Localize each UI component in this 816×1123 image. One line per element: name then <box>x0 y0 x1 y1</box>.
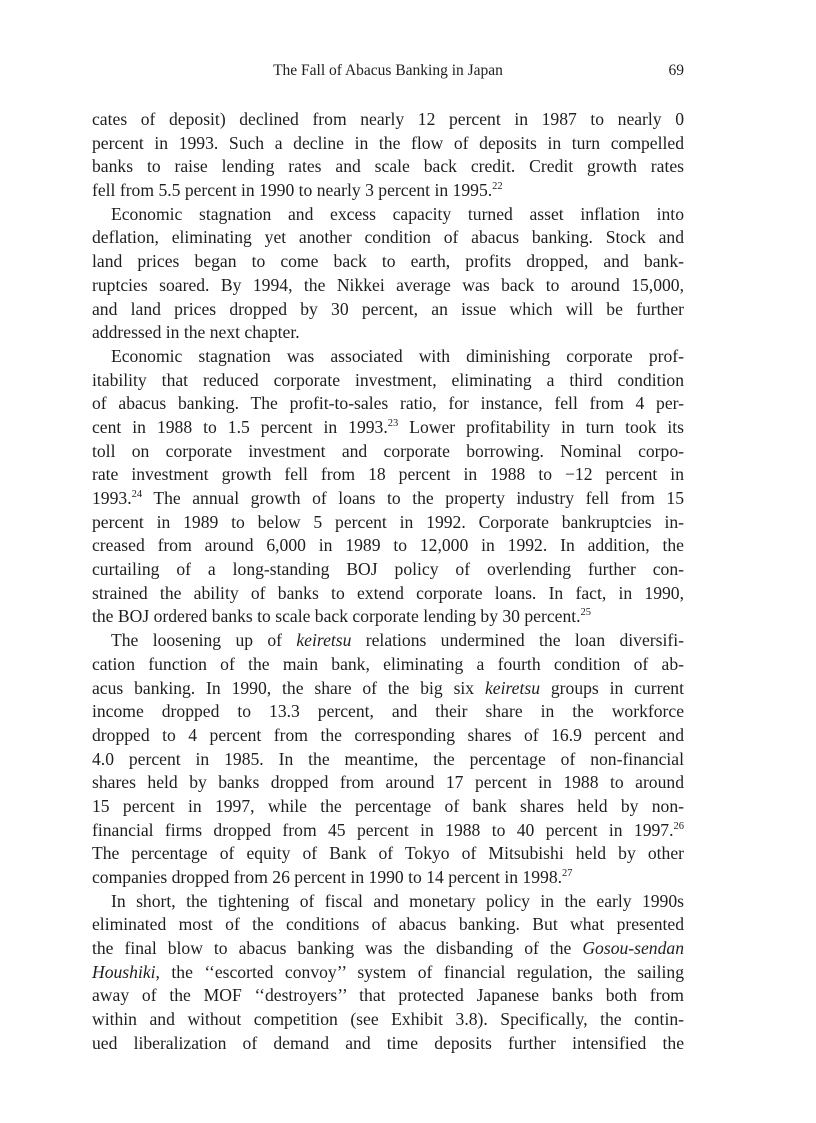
text-segment: the BOJ ordered banks to scale back corporate lending by 30 percent. <box>92 606 581 627</box>
text-line <box>92 1008 684 1032</box>
text-segment: creased from around 6,000 in 1989 to 12,000 in 1992. In addition, the <box>92 535 684 556</box>
text-line <box>92 913 684 937</box>
text-segment: ued liberalization of demand and time deposits further intensified the <box>92 1032 684 1053</box>
text-segment: the final blow to abacus banking was the disbanding of the <box>92 938 583 959</box>
text-line <box>92 511 684 535</box>
text-line <box>92 984 684 1008</box>
text-line <box>92 369 684 393</box>
text-line <box>92 842 684 866</box>
running-header <box>92 62 684 86</box>
italic-term: keiretsu <box>296 630 352 651</box>
text-line <box>92 582 684 606</box>
text-segment: , the ‘‘escorted convoy’’ system of financial regulation, the sailing <box>155 961 684 982</box>
text-line <box>92 890 684 914</box>
text-line <box>92 440 684 464</box>
text-line <box>92 653 684 677</box>
italic-term: keiretsu <box>484 677 541 698</box>
text-line <box>92 250 684 274</box>
text-segment: ruptcies soared. By 1994, the Nikkei average was back to around 15,000, <box>92 274 684 295</box>
text-segment: Economic stagnation and excess capacity turned asset inflation into <box>111 203 684 224</box>
text-segment: shares held by banks dropped from around 17 percent in 1988 to around <box>92 772 684 793</box>
text-line <box>92 629 684 653</box>
text-segment: In short, the tightening of fiscal and monetary policy in the early 1990s <box>111 890 684 911</box>
text-segment: Economic stagnation was associated with diminishing corporate prof- <box>111 345 684 366</box>
text-segment: eliminated most of the conditions of abacus banking. But what presented <box>92 914 684 935</box>
text-line <box>92 748 684 772</box>
paragraph <box>92 629 684 890</box>
text-line <box>92 961 684 985</box>
paragraph <box>92 203 684 345</box>
text-segment: banks to raise lending rates and scale back credit. Credit growth rates <box>92 156 684 177</box>
page-number: 69 <box>668 62 684 79</box>
paragraph <box>92 108 684 203</box>
text-segment: percent in 1993. Such a decline in the flow of deposits in turn compelled <box>92 132 684 153</box>
text-line <box>92 321 684 345</box>
footnote-marker: 27 <box>562 868 573 879</box>
text-segment: 15 percent in 1997, while the percentage of bank shares held by non- <box>92 795 684 816</box>
italic-term: Gosou-sendan <box>582 938 684 959</box>
text-segment: cates of deposit) declined from nearly 12 percent in 1987 to nearly 0 <box>92 109 684 129</box>
text-segment: relations undermined the loan diversifi- <box>351 630 684 651</box>
text-segment: The percentage of equity of Bank of Tokyo of Mitsubishi held by other <box>92 843 684 864</box>
text-line <box>92 724 684 748</box>
text-segment: strained the ability of banks to extend corporate loans. In fact, in 1990, <box>92 582 684 603</box>
text-segment: companies dropped from 26 percent in 1990 to 14 percent in 1998. <box>92 867 563 887</box>
text-segment: cent in 1988 to 1.5 percent in 1993. <box>92 416 388 437</box>
text-line <box>92 298 684 322</box>
text-line <box>92 155 684 179</box>
text-line <box>92 487 684 511</box>
footnote-marker: 24 <box>131 489 143 500</box>
footnote-marker: 23 <box>387 417 399 429</box>
text-segment: of abacus banking. The profit-to-sales ratio, for instance, fell from 4 per- <box>92 393 684 414</box>
footnote-marker: 22 <box>492 181 503 193</box>
text-segment: and land prices dropped by 30 percent, an issue which will be further <box>92 298 684 319</box>
text-segment: curtailing of a long-standing BOJ policy of overlending further con- <box>92 559 684 580</box>
text-segment: The loosening up of <box>111 630 297 651</box>
text-line <box>92 392 684 416</box>
text-line <box>92 795 684 819</box>
text-segment: within and without competition (see Exhibit 3.8). Specifically, the contin- <box>92 1009 684 1030</box>
text-segment: land prices began to come back to earth, profits dropped, and bank- <box>92 251 684 272</box>
text-segment: addressed in the next chapter. <box>92 322 300 343</box>
text-segment: Lower profitability in turn took its <box>398 416 685 437</box>
text-line <box>92 677 684 701</box>
text-line <box>92 771 684 795</box>
text-segment: The annual growth of loans to the property industry fell from 15 <box>142 488 684 508</box>
text-segment: acus banking. In 1990, the share of the big six <box>92 677 485 698</box>
text-line <box>92 345 684 369</box>
running-title: The Fall of Abacus Banking in Japan <box>273 62 503 79</box>
text-line <box>92 700 684 724</box>
text-line <box>92 1032 684 1056</box>
text-line <box>92 226 684 250</box>
text-line <box>92 108 684 132</box>
text-segment: rate investment growth fell from 18 percent in 1988 to −12 percent in <box>92 464 684 485</box>
text-line <box>92 819 684 843</box>
text-line <box>92 534 684 558</box>
text-segment: financial firms dropped from 45 percent in 1988 to 40 percent in 1997. <box>92 819 674 840</box>
body-text <box>92 108 684 1056</box>
text-segment: income dropped to 13.3 percent, and their share in the workforce <box>92 701 684 722</box>
text-line <box>92 274 684 298</box>
text-line <box>92 203 684 227</box>
footnote-marker: 25 <box>580 607 592 619</box>
text-segment: deflation, eliminating yet another condition of abacus banking. Stock and <box>92 227 684 248</box>
text-segment: toll on corporate investment and corporate borrowing. Nominal corpo- <box>92 440 684 461</box>
text-line <box>92 558 684 582</box>
text-segment: itability that reduced corporate investment, eliminating a third condition <box>92 369 684 390</box>
text-segment: away of the MOF ‘‘destroyers’’ that protected Japanese banks both from <box>92 985 684 1006</box>
text-segment: percent in 1989 to below 5 percent in 1992. Corporate bankruptcies in- <box>92 511 684 532</box>
text-segment: cation function of the main bank, eliminating a fourth condition of ab- <box>92 653 684 674</box>
text-segment: fell from 5.5 percent in 1990 to nearly 3 percent in 1995. <box>92 180 493 201</box>
text-segment: 1993. <box>92 488 132 508</box>
text-line <box>92 937 684 961</box>
text-line <box>92 605 684 629</box>
text-line <box>92 463 684 487</box>
text-line <box>92 179 684 203</box>
paragraph <box>92 345 684 629</box>
paragraph <box>92 890 684 1056</box>
text-segment: dropped to 4 percent from the corresponding shares of 16.9 percent and <box>92 724 684 745</box>
text-segment: groups in current <box>540 677 684 698</box>
footnote-marker: 26 <box>673 820 684 832</box>
text-line <box>92 132 684 156</box>
text-line <box>92 866 684 890</box>
text-line <box>92 416 684 440</box>
italic-term: Houshiki <box>92 961 156 982</box>
text-segment: 4.0 percent in 1985. In the meantime, the percentage of non-financial <box>92 748 684 769</box>
